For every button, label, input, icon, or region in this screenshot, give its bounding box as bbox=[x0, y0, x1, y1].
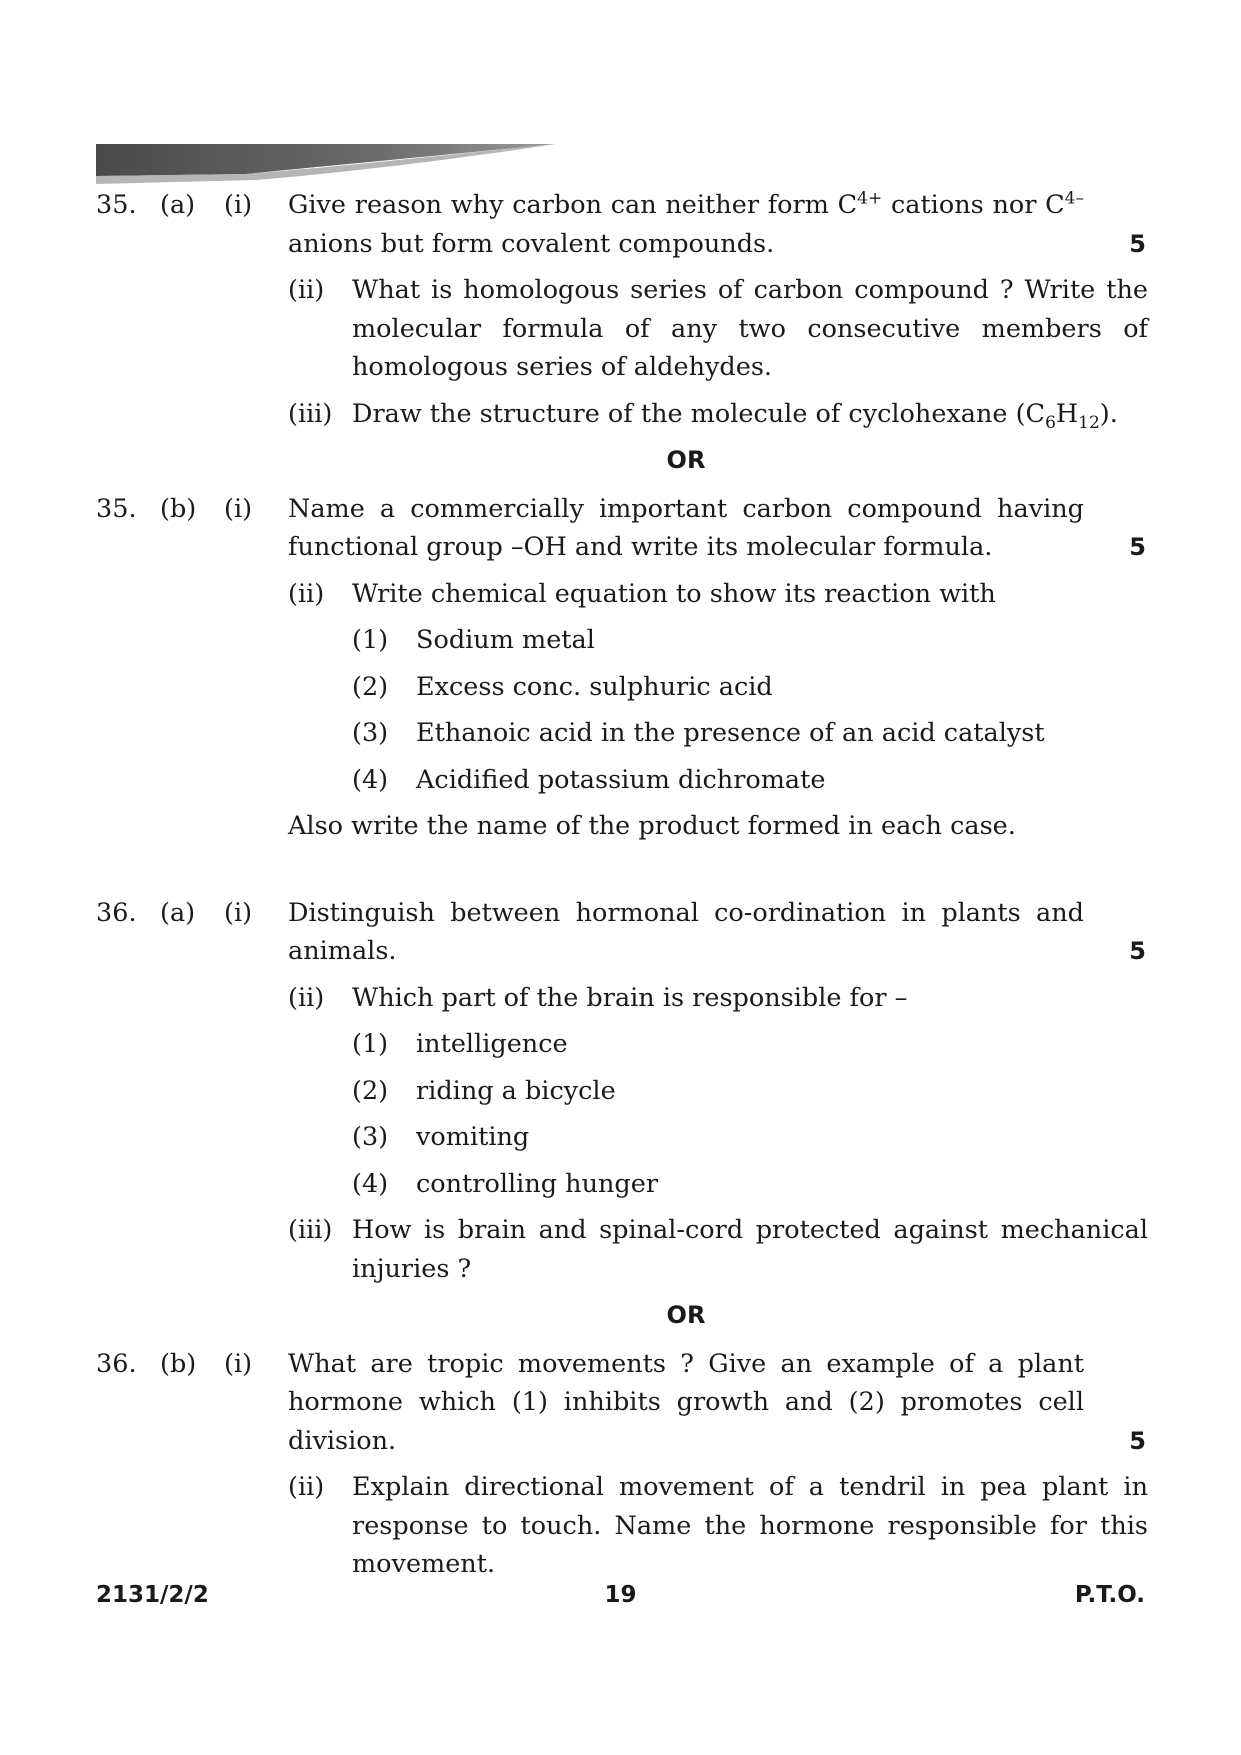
item-text: vomiting bbox=[416, 1122, 530, 1152]
header-swoosh-decoration bbox=[96, 144, 556, 184]
question-gap bbox=[96, 854, 1166, 894]
sub-part-label: (i) bbox=[224, 1348, 253, 1379]
list-item bbox=[96, 668, 1166, 707]
marks-label: 5 bbox=[1129, 1426, 1146, 1455]
question-35a-i bbox=[96, 186, 1166, 263]
question-text: Draw the structure of the molecule of cyclohexane $(C_6H_{12})$. bbox=[352, 398, 1118, 433]
question-text: How is brain and spinal-cord protected against mechanical injuries ? bbox=[352, 1215, 1148, 1284]
sub-part-label: (i) bbox=[224, 897, 253, 928]
item-number: (2) bbox=[352, 671, 389, 702]
sub-part-label: (iii) bbox=[288, 1215, 333, 1245]
question-text: Also write the name of the product formed in each case. bbox=[288, 811, 1016, 841]
question-36b-ii bbox=[96, 1468, 1166, 1584]
item-number: (4) bbox=[352, 1168, 389, 1199]
or-divider: OR bbox=[666, 1301, 706, 1329]
list-item bbox=[96, 1025, 1166, 1064]
sub-part-label: (ii) bbox=[288, 578, 325, 609]
question-text: Explain directional movement of a tendril in pea plant in response to touch. Name the hormone responsible for this movement. bbox=[352, 1472, 1148, 1579]
question-number: 36. bbox=[96, 1348, 137, 1379]
sub-part-label: (i) bbox=[224, 190, 253, 220]
or-divider: OR bbox=[666, 446, 706, 474]
item-text: riding a bicycle bbox=[416, 1075, 616, 1106]
list-item bbox=[96, 621, 1166, 660]
marks-label: 5 bbox=[1129, 533, 1146, 561]
page-number: 19 bbox=[604, 1582, 637, 1608]
question-36a-i bbox=[96, 894, 1166, 971]
sub-part-label: (ii) bbox=[288, 275, 325, 305]
pto-label: P.T.O. bbox=[1074, 1582, 1145, 1608]
sub-part-label: (iii) bbox=[288, 398, 333, 429]
list-item bbox=[96, 1072, 1166, 1111]
item-number: (3) bbox=[352, 1122, 389, 1152]
question-number: 35. bbox=[96, 493, 137, 524]
questions-content bbox=[96, 186, 1166, 1592]
question-number: 35. bbox=[96, 190, 137, 220]
item-text: Sodium metal bbox=[416, 625, 595, 655]
question-number: 36. bbox=[96, 897, 137, 928]
marks-label: 5 bbox=[1129, 229, 1146, 258]
part-label: (a) bbox=[160, 190, 196, 220]
question-36a-iii bbox=[96, 1211, 1166, 1288]
item-number: (1) bbox=[352, 1029, 389, 1059]
item-number: (3) bbox=[352, 718, 389, 748]
item-text: Excess conc. sulphuric acid bbox=[416, 671, 773, 702]
item-number: (4) bbox=[352, 764, 389, 795]
paper-code: 2131/2/2 bbox=[96, 1582, 209, 1608]
question-35b-i bbox=[96, 490, 1166, 567]
list-item bbox=[96, 1118, 1166, 1157]
part-label: (a) bbox=[160, 897, 196, 928]
question-text: Which part of the brain is responsible for – bbox=[352, 982, 908, 1013]
question-text: Give reason why carbon can neither form $C^{4+}$ cations nor $C^{4-}$ anions but form covalent compounds. bbox=[288, 188, 1084, 259]
item-number: (2) bbox=[352, 1075, 389, 1106]
list-item bbox=[96, 714, 1166, 753]
question-text: Distinguish between hormonal co-ordination in plants and animals. bbox=[288, 897, 1084, 966]
part-label: (b) bbox=[160, 493, 197, 524]
sub-part-label: (ii) bbox=[288, 1472, 325, 1502]
question-35b-ii bbox=[96, 575, 1166, 614]
question-text: What is homologous series of carbon compound ? Write the molecular formula of any two consecutive members of homologous series of aldehydes. bbox=[352, 275, 1148, 382]
item-text: Acidified potassium dichromate bbox=[416, 764, 826, 795]
question-35a-iii bbox=[96, 395, 1166, 434]
list-item bbox=[96, 1165, 1166, 1204]
item-text: intelligence bbox=[416, 1029, 568, 1059]
question-36b-i bbox=[96, 1345, 1166, 1461]
question-35a-ii bbox=[96, 271, 1166, 387]
part-label: (b) bbox=[160, 1348, 197, 1379]
question-text: What are tropic movements ? Give an example of a plant hormone which (1) inhibits growth and (2) promotes cell division. bbox=[288, 1348, 1084, 1456]
item-text: Ethanoic acid in the presence of an acid catalyst bbox=[416, 718, 1045, 748]
list-item bbox=[96, 761, 1166, 800]
sub-part-label: (i) bbox=[224, 493, 253, 524]
question-text: Name a commercially important carbon compound having functional group –OH and write its molecular formula. bbox=[288, 493, 1084, 562]
question-35b-also bbox=[96, 807, 1166, 846]
marks-label: 5 bbox=[1129, 937, 1146, 965]
question-36a-ii bbox=[96, 979, 1166, 1018]
item-text: controlling hunger bbox=[416, 1168, 659, 1199]
item-number: (1) bbox=[352, 625, 389, 655]
sub-part-label: (ii) bbox=[288, 982, 325, 1013]
question-text: Write chemical equation to show its reaction with bbox=[352, 578, 996, 609]
